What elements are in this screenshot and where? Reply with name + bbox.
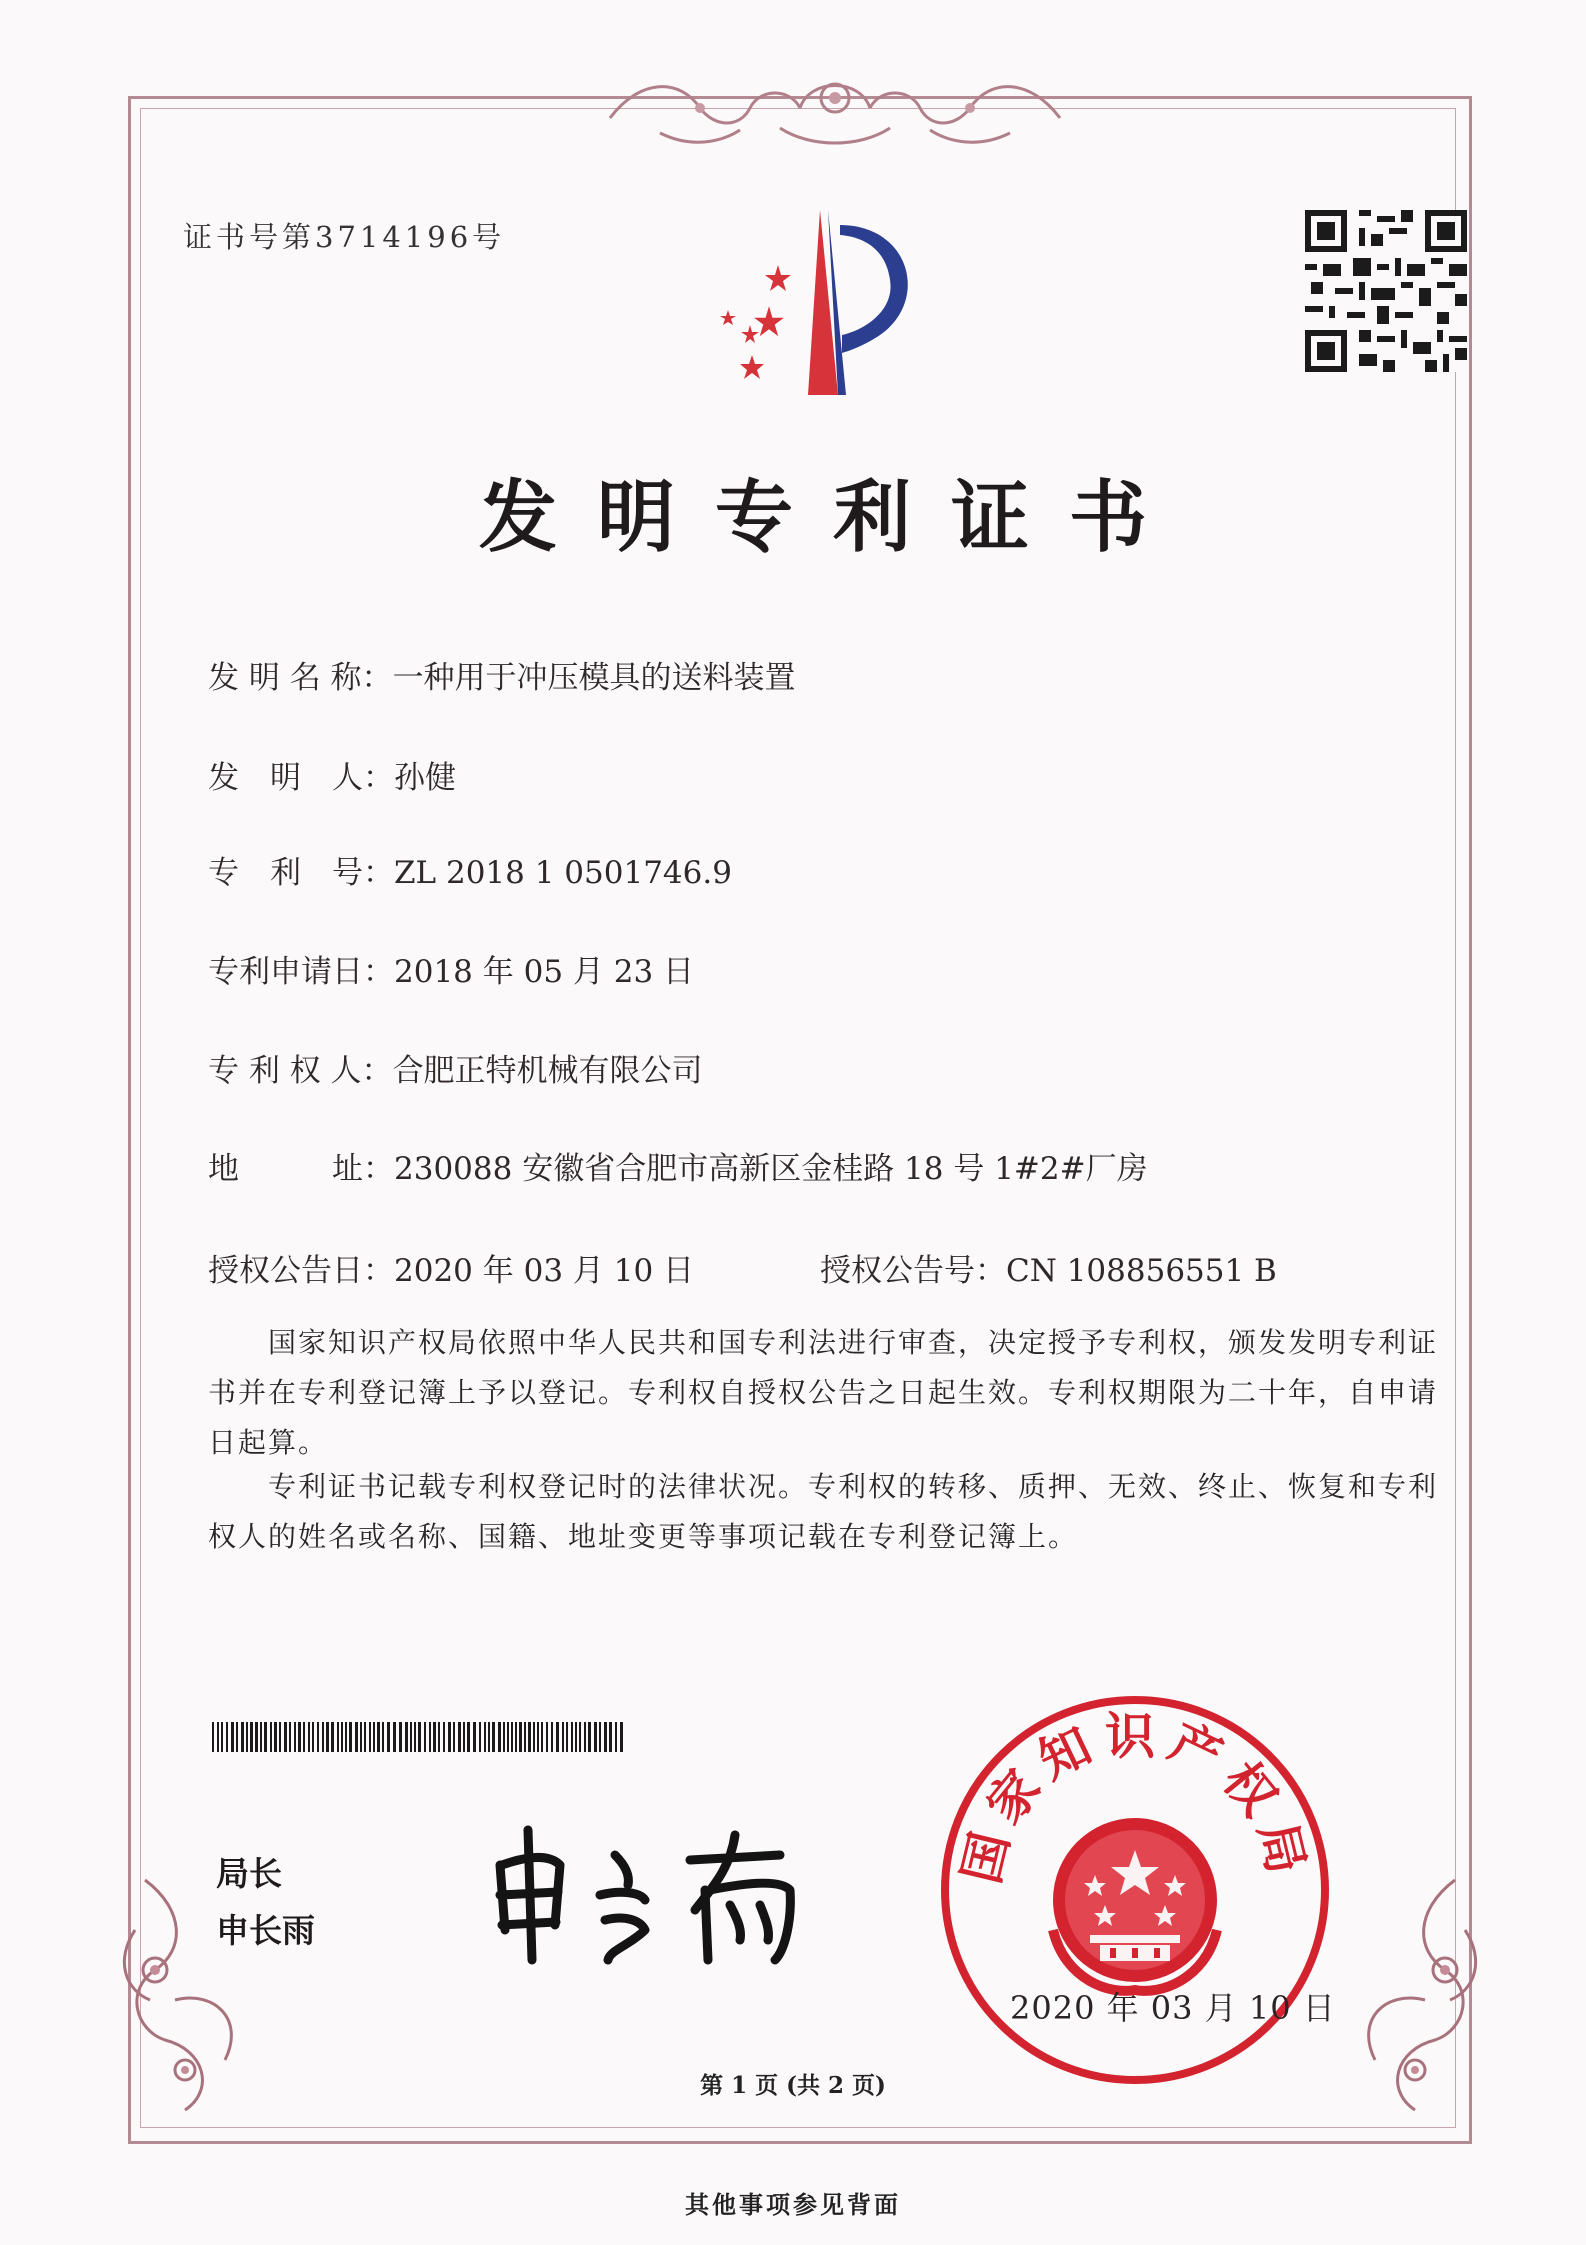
patentee-row: [208, 1045, 703, 1090]
qr-code-icon: [1305, 210, 1467, 372]
certificate-number: 证书号第3714196号: [183, 220, 506, 254]
seal-ring-text: 国家知识产权局: [952, 1707, 1318, 1889]
top-ornament-icon: [600, 58, 1070, 150]
application-date-value: 2018 年 05 月 23 日: [394, 954, 695, 990]
patent-office-logo-icon: [700, 205, 915, 405]
inventor-value: 孙健: [394, 760, 456, 796]
barcode-icon: [212, 1722, 627, 1752]
certificate-title: 发明专利证书: [478, 473, 1187, 563]
application-date-row: [208, 946, 694, 991]
patentee-value: 合肥正特机械有限公司: [392, 1053, 703, 1089]
grant-number-value: CN 108856551 B: [1006, 1253, 1277, 1289]
grant-date-label: 授权公告日：: [208, 1253, 394, 1289]
inventor-row: [208, 752, 456, 797]
director-name: 申长雨: [216, 1911, 315, 1950]
address-label: 地 址：: [208, 1151, 394, 1187]
director-title: 局长: [216, 1854, 282, 1893]
patent-number-value: ZL 2018 1 0501746.9: [394, 855, 732, 891]
grant-number-label: 授权公告号：: [820, 1253, 1006, 1289]
inventor-label: 发 明 人：: [208, 760, 394, 796]
invention-name-label: 发 明 名 称：: [208, 660, 393, 696]
page-number: 第 1 页 (共 2 页): [700, 2072, 886, 2099]
patent-number-label: 专 利 号：: [208, 855, 394, 891]
grant-date-value: 2020 年 03 月 10 日: [394, 1253, 695, 1289]
director-signature-icon: [480, 1810, 840, 1970]
address-row: [208, 1143, 1148, 1188]
seal-date: 2020 年 03 月 10 日: [1010, 1989, 1336, 2027]
national-emblem-icon: [1053, 1818, 1217, 1991]
invention-name-value: 一种用于冲压模具的送料装置: [392, 660, 796, 696]
grant-date-row: [208, 1245, 694, 1290]
notice-paragraph-1: 国家知识产权局依照中华人民共和国专利法进行审查，决定授予专利权，颁发发明专利证书并在专利登记簿上予以登记。专利权自授权公告之日起生效。专利权期限为二十年，自申请日起算。: [208, 1326, 1439, 1459]
official-seal-icon: [935, 1690, 1335, 2090]
patent-number-row: [208, 847, 732, 892]
grant-number-row: [820, 1245, 1277, 1290]
patentee-label: 专 利 权 人：: [208, 1053, 393, 1089]
application-date-label: 专利申请日：: [208, 954, 394, 990]
notice-paragraph-2: 专利证书记载专利权登记时的法律状况。专利权的转移、质押、无效、终止、恢复和专利权人的姓名或名称、国籍、地址变更等事项记载在专利登记簿上。: [208, 1470, 1439, 1553]
address-value: 230088 安徽省合肥市高新区金桂路 18 号 1#2#厂房: [394, 1151, 1148, 1187]
invention-name-row: [208, 652, 796, 697]
footer-note: 其他事项参见背面: [685, 2190, 901, 2219]
